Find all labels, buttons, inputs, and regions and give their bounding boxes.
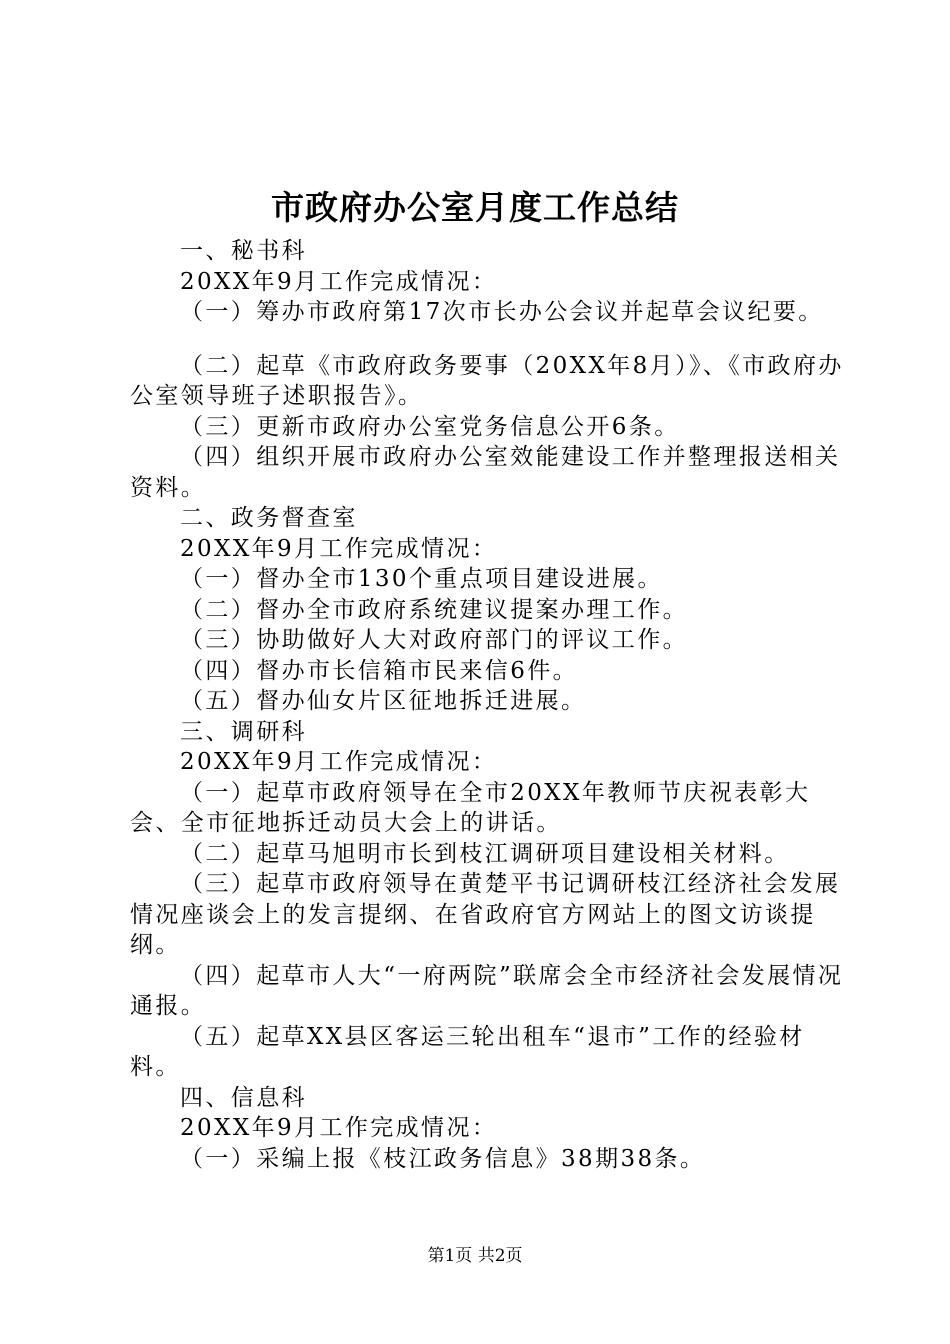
list-item: （一）筹办市政府第17次市长办公会议并起草会议纪要。 [180,299,824,325]
list-item: （一）督办全市130个重点项目建设进展。 [180,566,663,592]
list-item: （五）督办仙女片区征地拆迁进展。 [180,688,587,714]
page-footer: 第1页 共2页 [427,1246,523,1266]
document-body [130,236,846,1174]
list-item: （三）更新市政府办公室党务信息公开6条。 [180,413,680,440]
list-item: （四）组织开展市政府办公室效能建设工作并整理报送相关资料。 [130,444,841,501]
section-heading-secretariat: 一、秘书科 [180,238,307,264]
list-item: （三）协助做好人大对政府部门的评议工作。 [180,627,688,653]
list-item: （一）起草市政府领导在全市20XX年教师节庆祝表彰大会、全市征地拆迁动员大会上的讲话。 [130,779,811,836]
list-item: （二）督办全市政府系统建议提案办理工作。 [180,596,688,623]
completion-label: 20XX年9月工作完成情况： [180,535,498,562]
list-item: （二）起草马旭明市长到枝江调研项目建设相关材料。 [180,840,790,867]
list-item: （四）起草市人大“一府两院”联席会全市经济社会发展情况通报。 [130,962,844,1019]
list-item: （五）起草XX县区客运三轮出租车“退市”工作的经验材料。 [130,1023,805,1080]
list-item: （四）督办市长信箱市民来信6件。 [180,657,579,684]
list-item: （一）采编上报《枝江政务信息》38期38条。 [180,1145,706,1172]
document-title: 市政府办公室月度工作总结 [271,188,679,227]
list-item: （三）起草市政府领导在黄楚平书记调研枝江经济社会发展情况座谈会上的发言提纲、在省政府官方网站上的图文访谈提纲。 [130,871,841,958]
completion-label: 20XX年9月工作完成情况： [180,749,498,775]
section-heading-information: 四、信息科 [180,1084,307,1111]
section-heading-supervision: 二、政务督查室 [180,505,358,531]
completion-label: 20XX年9月工作完成情况： [180,268,498,295]
list-item: （二）起草《市政府政务要事（20XX年8月）》、《市政府办公室领导班子述职报告》。 [130,352,844,409]
section-heading-research: 三、调研科 [180,718,307,745]
completion-label: 20XX年9月工作完成情况： [180,1115,498,1141]
